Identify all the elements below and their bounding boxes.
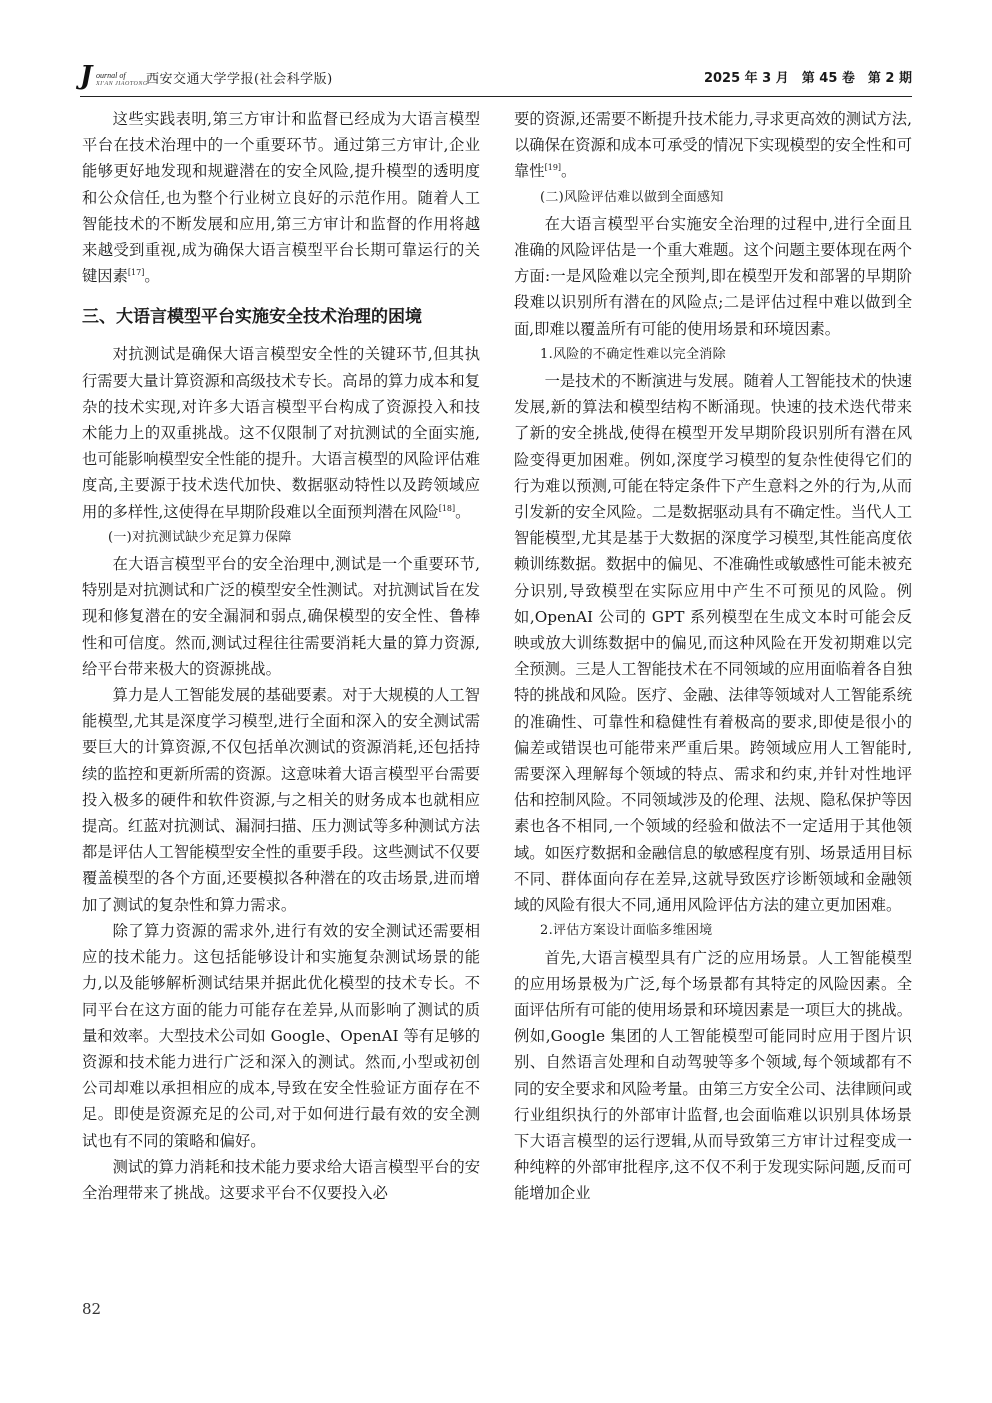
paragraph: 除了算力资源的需求外,进行有效的安全测试还需要相应的技术能力。这包括能够设计和实施复杂测试场景的能力,以及能够解析测试结果并据此优化模型的技术专长。不同平台在这方面的能力可能存在差异,从而影响了测试的质量和效率。大型技术公司如 Google、OpenAI 等有足够的资源和技术能力进行广泛和深入的测试。然而,小型或初创公司却难以承担相应的成本,导致在安全性验证方面存在不足。即使是资源充足的公司,对于如何进行最有效的安全测试也有不同的策略和偏好。 [82, 921, 480, 1150]
right-column [514, 106, 912, 1207]
paragraph: 这些实践表明,第三方审计和监督已经成为大语言模型平台在技术治理中的一个重要环节。通过第三方审计,企业能够更好地发现和规避潜在的安全风险,提升模型的透明度和公众信任,也为整个行业树立良好的示范作用。随着人工智能技术的不断发展和应用,第三方审计和监督的作用将越来越受到重视,成为确保大语言模型平台长期可靠运行的关键因素[17]。 [82, 110, 480, 286]
logo-mark: J [80, 61, 93, 91]
subsection-heading: (一)对抗测试缺少充足算力保障 [108, 529, 292, 545]
subsection-heading: (二)风险评估难以做到全面感知 [540, 189, 724, 205]
journal-name: 西安交通大学学报(社会科学版) [146, 72, 333, 87]
paragraph: 在大语言模型平台的安全治理中,测试是一个重要环节,特别是对抗测试和广泛的模型安全性测试。对抗测试旨在发现和修复潜在的安全漏洞和弱点,确保模型的安全性、鲁棒性和可信度。然而,测试过程往往需要消耗大量的算力资源,给平台带来极大的资源挑战。 [82, 555, 480, 678]
paragraph: 对抗测试是确保大语言模型安全性的关键环节,但其执行需要大量计算资源和高级技术专长。高昂的算力成本和复杂的技术实现,对许多大语言模型平台构成了资源投入和技术能力上的双重挑战。这不仅限制了对抗测试的全面实施,也可能影响模型安全性能的提升。大语言模型的风险评估难度高,主要源于技术迭代加快、数据驱动特性以及跨领域应用的多样性,这使得在早期阶段难以全面预判潜在风险[18]。 [82, 345, 480, 521]
section-heading: 三、大语言模型平台实施安全技术治理的困境 [82, 307, 422, 328]
subsection-heading: 1.风险的不确定性难以完全消除 [540, 346, 726, 362]
citation[interactable]: [19] [544, 163, 562, 173]
logo-line1: ournal of [96, 71, 126, 80]
paragraph: 一是技术的不断演进与发展。随着人工智能技术的快速发展,新的算法和模型结构不断涌现。快速的技术迭代带来了新的安全挑战,使得在模型开发早期阶段识别所有潜在风险变得更加困难。例如,深度学习模型的复杂性使得它们的行为难以预测,可能在特定条件下产生意料之外的行为,从而引发新的安全风险。二是数据驱动具有不确定性。当代人工智能模型,尤其是基于大数据的深度学习模型,其性能高度依赖训练数据。数据中的偏见、不准确性或敏感性可能未被充分识别,导致模型在实际应用中产生不可预见的风险。例如,OpenAI 公司的 GPT 系列模型在生成文本时可能会反映或放大训练数据中的偏见,而这种风险在开发初期难以完全预测。三是人工智能技术在不同领域的应用面临着各自独特的挑战和风险。医疗、金融、法律等领域对人工智能系统的准确性、可靠性和稳健性有着极高的要求,即使是很小的偏差或错误也可能带来严重后果。跨领域应用人工智能时,需要深入理解每个领域的特点、需求和约束,并针对性地评估和控制风险。不同领域涉及的伦理、法规、隐私保护等因素也各不相同,一个领域的经验和做法不一定适用于其他领域。如医疗数据和金融信息的敏感程度有别、场景适用目标不同、群体面向存在差异,这就导致医疗诊断领域和金融领域的风险有很大不同,通用风险评估方法的建立更加困难。 [514, 372, 912, 915]
paragraph: 在大语言模型平台实施安全治理的过程中,进行全面且准确的风险评估是一个重大难题。这个问题主要体现在两个方面:一是风险难以完全预判,即在模型开发和部署的早期阶段难以识别所有潜在的风险点;二是评估过程中难以做到全面,即难以覆盖所有可能的使用场景和环境因素。 [514, 214, 912, 338]
left-column [82, 106, 480, 1206]
journal-logo [80, 61, 148, 94]
issue-info: 2025 年 3 月 第 45 卷 第 2 期 [703, 71, 912, 86]
paragraph: 算力是人工智能发展的基础要素。对于大规模的人工智能模型,尤其是深度学习模型,进行全面和深入的安全测试需要巨大的计算资源,不仅包括单次测试的资源消耗,还包括持续的监控和更新所需的资源。这意味着大语言模型平台需要投入极多的硬件和软件资源,与之相关的财务成本也就相应提高。红蓝对抗测试、漏洞扫描、压力测试等多种测试方法都是评估人工智能模型安全性的重要手段。这些测试不仅要覆盖模型的各个方面,还要模拟各种潜在的攻击场景,进而增加了测试的复杂性和算力需求。 [82, 686, 480, 914]
paragraph: 测试的算力消耗和技术能力要求给大语言模型平台的安全治理带来了挑战。这要求平台不仅要投入必 [82, 1157, 480, 1202]
logo-line2: XI'AN JIAOTONG [96, 81, 148, 87]
page-number: 82 [82, 1300, 102, 1318]
citation[interactable]: [18] [438, 503, 456, 513]
paragraph: 首先,大语言模型具有广泛的应用场景。人工智能模型的应用场景极为广泛,每个场景都有其特定的风险因素。全面评估所有可能的使用场景和环境因素是一项巨大的挑战。例如,Google 集团的人工智能模型可能同时应用于图片识别、自然语言处理和自动驾驶等多个领域,每个领域都有不同的安全要求和风险考量。由第三方安全公司、法律顾问或行业组织执行的外部审计监督,也会面临难以识别具体场景下大语言模型的运行逻辑,从而导致第三方审计过程变成一种纯粹的外部审批程序,这不仅不利于发现实际问题,反而可能增加企业 [514, 948, 912, 1203]
running-header [80, 62, 912, 96]
paragraph: 要的资源,还需要不断提升技术能力,寻求更高效的测试方法,以确保在资源和成本可承受的情况下实现模型的安全性和可靠性[19]。 [514, 110, 912, 181]
citation[interactable]: [17] [127, 268, 145, 278]
subsection-heading: 2.评估方案设计面临多维困境 [540, 923, 713, 939]
header-rule [80, 96, 912, 97]
